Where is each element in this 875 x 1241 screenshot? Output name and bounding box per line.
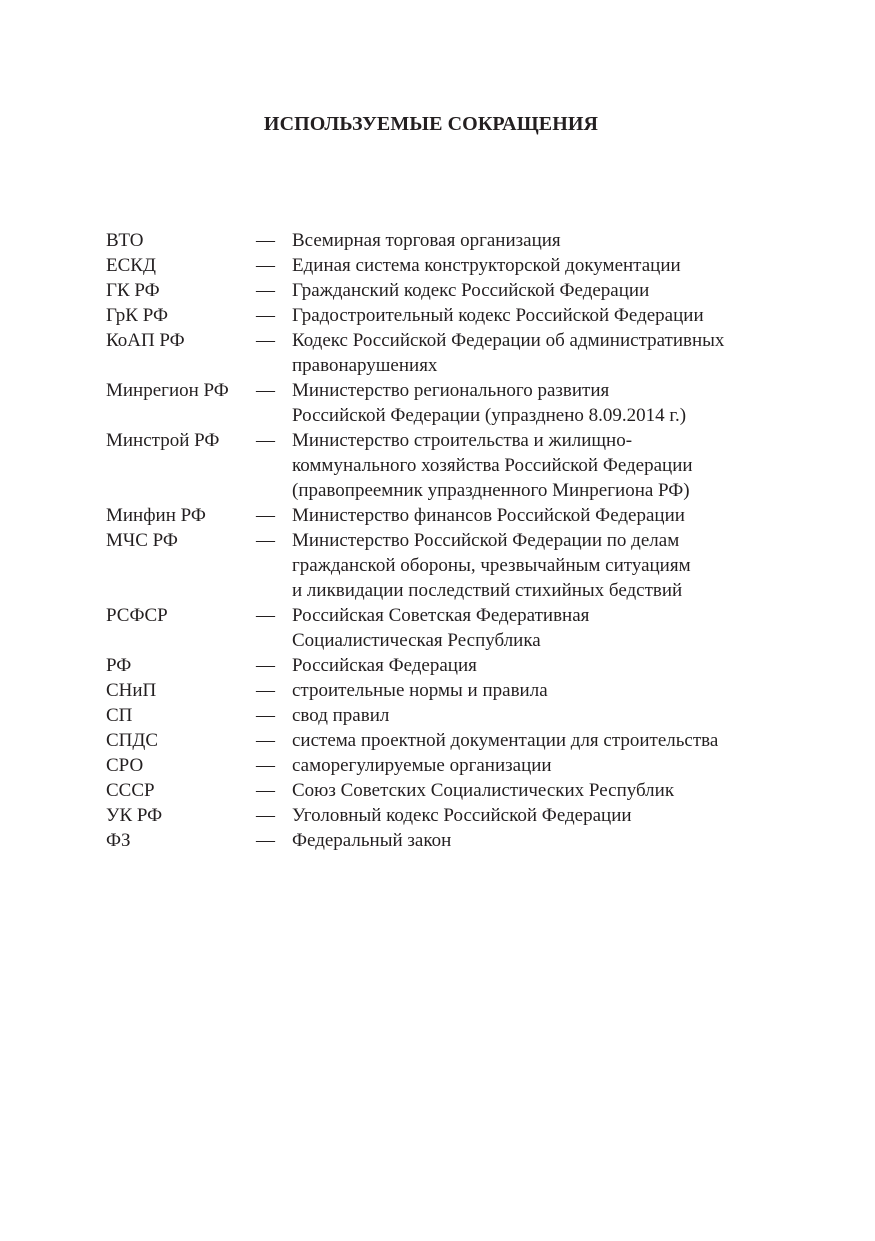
abbreviation-row	[106, 753, 776, 778]
abbreviation-definition	[292, 528, 776, 603]
definition-line: Министерство строительства и жилищно-	[292, 430, 633, 451]
abbreviation-term: СПДС	[106, 730, 159, 751]
abbreviation-row	[106, 528, 776, 603]
definition-line: коммунального хозяйства Российской Федерации	[292, 455, 693, 476]
abbreviation-term: РСФСР	[106, 605, 168, 626]
abbreviation-definition	[292, 753, 776, 778]
abbreviation-definition	[292, 828, 776, 853]
abbreviation-definition	[292, 328, 776, 378]
definition-line: Российская Советская Федеративная	[292, 605, 590, 626]
definition-line: (правопреемник упраздненного Минрегиона РФ)	[292, 480, 690, 501]
abbreviation-term: РФ	[106, 655, 132, 676]
definition-line: Министерство финансов Российской Федерации	[292, 505, 685, 526]
abbreviation-row	[106, 253, 776, 278]
abbreviation-term: ВТО	[106, 230, 144, 251]
abbreviation-term: ЕСКД	[106, 255, 156, 276]
abbreviation-row	[106, 503, 776, 528]
abbreviation-row	[106, 378, 776, 428]
abbreviation-row	[106, 653, 776, 678]
abbreviation-term: ГрК РФ	[106, 305, 168, 326]
abbreviation-term: КоАП РФ	[106, 330, 185, 351]
abbreviation-row	[106, 703, 776, 728]
definition-line: Градостроительный кодекс Российской Федерации	[292, 305, 704, 326]
definition-line: свод правил	[292, 705, 390, 726]
abbreviation-row	[106, 828, 776, 853]
abbreviation-term: ФЗ	[106, 830, 131, 851]
abbreviation-definition	[292, 778, 776, 803]
definition-line: система проектной документации для строительства	[292, 730, 719, 751]
abbreviation-list	[106, 228, 776, 853]
definition-line: гражданской обороны, чрезвычайным ситуациям	[292, 555, 691, 576]
abbreviation-dash: —	[256, 530, 275, 551]
abbreviation-definition	[292, 253, 776, 278]
definition-line: Российской Федерации (упразднено 8.09.2014 г.)	[292, 405, 687, 426]
abbreviation-definition	[292, 428, 776, 503]
abbreviation-dash: —	[256, 380, 275, 401]
abbreviation-dash: —	[256, 330, 275, 351]
definition-line: Министерство регионального развития	[292, 380, 610, 401]
abbreviation-term: Минрегион РФ	[106, 380, 229, 401]
definition-line: Федеральный закон	[292, 830, 452, 851]
abbreviation-dash: —	[256, 655, 275, 676]
abbreviation-row	[106, 428, 776, 503]
abbreviation-row	[106, 678, 776, 703]
abbreviation-dash: —	[256, 255, 275, 276]
abbreviation-row	[106, 728, 776, 753]
abbreviation-dash: —	[256, 805, 275, 826]
abbreviation-definition	[292, 678, 776, 703]
definition-line: Кодекс Российской Федерации об административных	[292, 330, 725, 351]
abbreviation-term: ГК РФ	[106, 280, 160, 301]
abbreviation-definition	[292, 603, 776, 653]
abbreviation-term: СРО	[106, 755, 144, 776]
definition-line: Единая система конструкторской документации	[292, 255, 681, 276]
abbreviation-definition	[292, 703, 776, 728]
abbreviation-row	[106, 328, 776, 378]
abbreviation-dash: —	[256, 430, 275, 451]
abbreviation-dash: —	[256, 705, 275, 726]
abbreviation-row	[106, 778, 776, 803]
abbreviation-dash: —	[256, 230, 275, 251]
abbreviation-term: Минфин РФ	[106, 505, 206, 526]
abbreviation-definition	[292, 378, 776, 428]
abbreviation-row	[106, 803, 776, 828]
abbreviation-term: УК РФ	[106, 805, 163, 826]
abbreviation-definition	[292, 653, 776, 678]
abbreviation-term: СП	[106, 705, 133, 726]
abbreviation-definition	[292, 278, 776, 303]
abbreviation-term: МЧС РФ	[106, 530, 178, 551]
abbreviation-term: Минстрой РФ	[106, 430, 220, 451]
abbreviation-dash: —	[256, 830, 275, 851]
definition-line: Уголовный кодекс Российской Федерации	[292, 805, 632, 826]
abbreviation-definition	[292, 503, 776, 528]
definition-line: Российская Федерация	[292, 655, 477, 676]
abbreviation-term: СНиП	[106, 680, 157, 701]
abbreviation-row	[106, 603, 776, 653]
abbreviation-definition	[292, 728, 776, 753]
definition-line: и ликвидации последствий стихийных бедствий	[292, 580, 683, 601]
definition-line: строительные нормы и правила	[292, 680, 548, 701]
abbreviation-dash: —	[256, 605, 275, 626]
definition-line: Союз Советских Социалистических Республик	[292, 780, 675, 801]
abbreviation-definition	[292, 303, 776, 328]
abbreviation-row	[106, 278, 776, 303]
definition-line: саморегулируемые организации	[292, 755, 552, 776]
abbreviation-dash: —	[256, 505, 275, 526]
abbreviation-dash: —	[256, 280, 275, 301]
definition-line: Гражданский кодекс Российской Федерации	[292, 280, 650, 301]
definition-line: правонарушениях	[292, 355, 438, 376]
definition-line: Социалистическая Республика	[292, 630, 541, 651]
abbreviation-dash: —	[256, 730, 275, 751]
abbreviation-definition	[292, 803, 776, 828]
abbreviation-term: СССР	[106, 780, 155, 801]
definition-line: Всемирная торговая организация	[292, 230, 561, 251]
abbreviation-row	[106, 228, 776, 253]
abbreviation-dash: —	[256, 305, 275, 326]
abbreviation-dash: —	[256, 680, 275, 701]
abbreviation-dash: —	[256, 755, 275, 776]
abbreviation-definition	[292, 228, 776, 253]
page-title: ИСПОЛЬЗУЕМЫЕ СОКРАЩЕНИЯ	[263, 113, 599, 135]
abbreviation-dash: —	[256, 780, 275, 801]
abbreviation-row	[106, 303, 776, 328]
definition-line: Министерство Российской Федерации по делам	[292, 530, 680, 551]
